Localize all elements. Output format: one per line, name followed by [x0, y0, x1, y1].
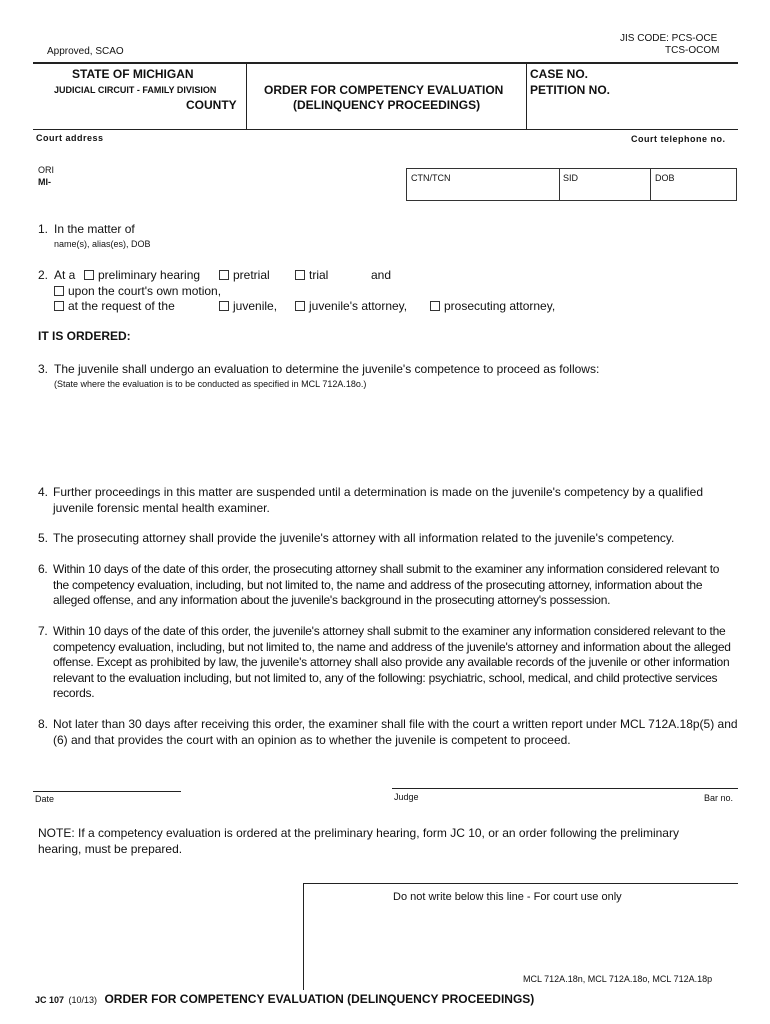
- item-7-number: 7.: [38, 624, 48, 638]
- footer-title: ORDER FOR COMPETENCY EVALUATION (DELINQUENCY PROCEEDINGS): [104, 992, 535, 1006]
- note: NOTE: If a competency evaluation is ordered at the preliminary hearing, form JC 10, or an order following the preliminary hearing, must be prepared.: [38, 826, 679, 856]
- juvenile-label: juvenile,: [233, 299, 278, 313]
- checkbox-icon[interactable]: [54, 286, 64, 296]
- own-motion-label: upon the court's own motion,: [68, 284, 222, 298]
- checkbox-preliminary[interactable]: [84, 268, 200, 282]
- form-title-line-2: (DELINQUENCY PROCEEDINGS): [293, 98, 481, 112]
- form-revision: (10/13): [68, 995, 98, 1005]
- checkbox-icon[interactable]: [430, 301, 440, 311]
- id-box: [406, 168, 737, 201]
- checkbox-pretrial[interactable]: [219, 268, 270, 282]
- ctn-label: CTN/TCN: [411, 173, 451, 183]
- item-5-text: The prosecuting attorney shall provide the juvenile's attorney with all information related to the juvenile's competency.: [53, 531, 675, 545]
- item-5: [38, 531, 738, 547]
- date-label: Date: [35, 794, 55, 804]
- form-footer: [35, 990, 534, 1008]
- checkbox-own-motion[interactable]: [54, 284, 221, 298]
- checkbox-juvenile-attorney[interactable]: [295, 299, 407, 313]
- item-5-number: 5.: [38, 531, 49, 545]
- checkbox-icon[interactable]: [295, 270, 305, 280]
- ori-label: ORI: [38, 165, 55, 175]
- checkbox-icon[interactable]: [219, 301, 229, 311]
- it-is-ordered-heading: IT IS ORDERED:: [38, 329, 131, 343]
- state-label: STATE OF MICHIGAN: [72, 67, 194, 81]
- request-label: at the request of the: [68, 299, 175, 313]
- preliminary-label: preliminary hearing: [98, 268, 201, 282]
- checkbox-icon[interactable]: [295, 301, 305, 311]
- checkbox-request[interactable]: [54, 299, 175, 313]
- circuit-label: JUDICIAL CIRCUIT - FAMILY DIVISION: [54, 85, 217, 95]
- item-1-number: 1.: [38, 222, 49, 236]
- item-6-number: 6.: [38, 562, 48, 576]
- approved-label: Approved, SCAO: [47, 46, 124, 57]
- item-3-text: The juvenile shall undergo an evaluation to determine the juvenile's competence to proceed as follows:: [54, 362, 600, 376]
- court-address-label: Court address: [36, 133, 104, 143]
- jis-code-2: TCS-OCOM: [665, 45, 720, 56]
- header-divider-1: [246, 62, 247, 130]
- item-1-sub: name(s), alias(es), DOB: [54, 239, 151, 249]
- sid-label: SID: [563, 173, 579, 183]
- item-8-text: Not later than 30 days after receiving this order, the examiner shall file with the court a written report under MCL 712A.18p(5) and (6) and that provides the court with an opinion as to whether the juvenile is competent to proceed.: [53, 717, 738, 747]
- item-7: [38, 624, 738, 702]
- item-2-and: and: [371, 268, 392, 282]
- header-divider-2: [526, 62, 527, 130]
- item-6: [38, 562, 738, 609]
- judge-line[interactable]: [392, 788, 738, 789]
- court-use-rule: [303, 883, 738, 884]
- item-4-text: Further proceedings in this matter are suspended until a determination is made on the juvenile's competency by a qualified juvenile forensic mental health examiner.: [53, 485, 703, 515]
- trial-label: trial: [309, 268, 329, 282]
- checkbox-icon[interactable]: [219, 270, 229, 280]
- item-4: [38, 485, 738, 516]
- id-box-divider-2: [650, 169, 651, 200]
- header-bottom-rule: [33, 129, 738, 130]
- checkbox-icon[interactable]: [54, 301, 64, 311]
- judge-label: Judge: [394, 792, 419, 802]
- checkbox-prosecuting[interactable]: [430, 299, 555, 313]
- item-7-text: Within 10 days of the date of this order, the juvenile's attorney shall submit to the examiner any information considered relevant to the competency evaluation, including, but not limited to, the name and address of the juvenile's attorney and information about the alleged offense. Except as prohibited by law, the juvenile's attorney shall also provide any available records of the juvenile or other information relevant to the evaluation including, but not limited to, any of the following: psychiatric, school, medical, and child protective services records.: [53, 624, 731, 700]
- mcl-reference: MCL 712A.18n, MCL 712A.18o, MCL 712A.18p: [523, 974, 713, 984]
- court-telephone-label: Court telephone no.: [631, 134, 726, 144]
- date-line[interactable]: [33, 791, 181, 792]
- form-id: JC 107: [35, 995, 65, 1005]
- form-title-line-1: ORDER FOR COMPETENCY EVALUATION: [264, 83, 504, 97]
- petition-no-label: PETITION NO.: [530, 83, 611, 97]
- dob-label: DOB: [655, 173, 675, 183]
- item-6-text: Within 10 days of the date of this order, the prosecuting attorney shall submit to the examiner any information considered relevant to the competency evaluation, including, but not limited to, the name and address of the prosecuting attorney, information about the alleged offense, and any information about the juvenile's background in the prosecuting attorney's possession.: [53, 562, 720, 607]
- item-4-number: 4.: [38, 485, 49, 499]
- item-2-number: 2.: [38, 268, 49, 282]
- bar-no-label: Bar no.: [704, 793, 734, 803]
- item-3-sub: (State where the evaluation is to be conducted as specified in MCL 712A.18o.): [54, 379, 367, 389]
- id-box-divider-1: [559, 169, 560, 200]
- prosecuting-label: prosecuting attorney,: [444, 299, 556, 313]
- court-use-label: Do not write below this line - For court use only: [393, 891, 622, 903]
- header-top-rule: [33, 62, 738, 64]
- item-8-number: 8.: [38, 717, 49, 731]
- item-2-at-a: At a: [54, 268, 76, 282]
- county-label: COUNTY: [186, 98, 237, 112]
- checkbox-juvenile[interactable]: [219, 299, 277, 313]
- jis-code: JIS CODE: PCS-OCE: [620, 33, 718, 44]
- checkbox-icon[interactable]: [84, 270, 94, 280]
- pretrial-label: pretrial: [233, 268, 270, 282]
- item-8: [38, 717, 738, 748]
- item-1-text: In the matter of: [54, 222, 135, 236]
- juvenile-attorney-label: juvenile's attorney,: [309, 299, 408, 313]
- case-no-label: CASE NO.: [530, 67, 589, 81]
- item-3-number: 3.: [38, 362, 49, 376]
- mi-label: MI-: [38, 177, 51, 187]
- court-use-divider: [303, 883, 304, 990]
- checkbox-trial[interactable]: [295, 268, 328, 282]
